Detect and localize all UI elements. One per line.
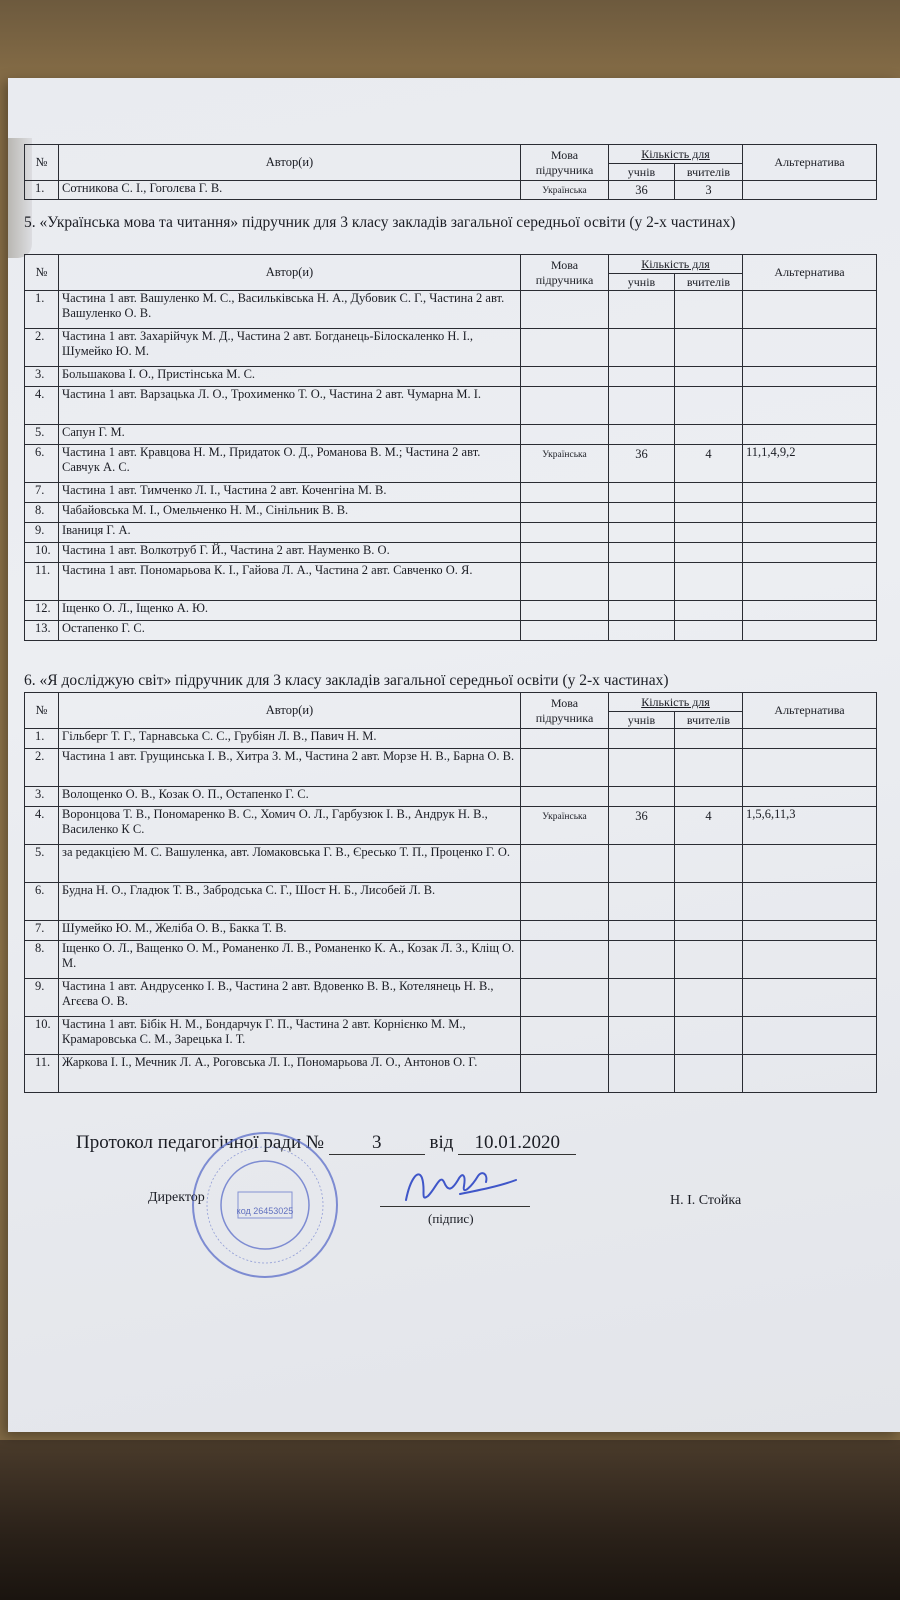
row-num: 12.	[25, 601, 59, 621]
row-students	[609, 979, 675, 1017]
stamp-code: код 26453025	[236, 1206, 294, 1216]
table-row	[25, 425, 877, 445]
row-lang	[521, 979, 609, 1017]
row-lang	[521, 845, 609, 883]
row-teachers: 4	[675, 807, 743, 845]
col-count-header: Кількість для	[609, 255, 743, 274]
col-alt-header: Альтернатива	[743, 145, 877, 181]
row-alt: 1,5,6,11,3	[743, 807, 877, 845]
col-num-header: №	[25, 693, 59, 729]
row-teachers: 3	[675, 181, 743, 200]
row-students	[609, 503, 675, 523]
col-author-header: Автор(и)	[59, 145, 521, 181]
director-label: Директор	[148, 1190, 205, 1205]
row-alt	[743, 367, 877, 387]
row-students	[609, 563, 675, 601]
row-lang	[521, 1055, 609, 1093]
row-num: 7.	[25, 483, 59, 503]
row-author: Сотникова С. І., Гоголєва Г. В.	[59, 181, 521, 200]
row-author: Чабайовська М. І., Омельченко Н. М., Сінільник В. В.	[59, 503, 521, 523]
row-author: Будна Н. О., Гладюк Т. В., Забродська С. Г., Шост Н. Б., Лисобей Л. В.	[59, 883, 521, 921]
table-row	[25, 1017, 877, 1055]
row-lang: Українська	[521, 181, 609, 200]
floor-background	[0, 1440, 900, 1600]
row-alt: 11,1,4,9,2	[743, 445, 877, 483]
row-alt	[743, 729, 877, 749]
row-author: Іщенко О. Л., Ващенко О. М., Романенко Л. В., Романенко К. А., Козак Л. З., Кліщ О. М.	[59, 941, 521, 979]
row-num: 10.	[25, 543, 59, 563]
row-author: Волощенко О. В., Козак О. П., Остапенко Г. С.	[59, 787, 521, 807]
row-students	[609, 425, 675, 445]
table-row	[25, 921, 877, 941]
row-alt	[743, 543, 877, 563]
row-students	[609, 1055, 675, 1093]
row-lang	[521, 291, 609, 329]
table-row	[25, 621, 877, 641]
row-num: 9.	[25, 523, 59, 543]
row-lang: Українська	[521, 445, 609, 483]
col-alt-header: Альтернатива	[743, 693, 877, 729]
col-num-header: №	[25, 255, 59, 291]
row-teachers: 4	[675, 445, 743, 483]
table-row	[25, 845, 877, 883]
signature-caption: (підпис)	[428, 1211, 474, 1226]
row-students	[609, 845, 675, 883]
table-row	[25, 291, 877, 329]
row-alt	[743, 787, 877, 807]
row-lang	[521, 483, 609, 503]
row-author: Частина 1 авт. Тимченко Л. І., Частина 2 авт. Коченгіна М. В.	[59, 483, 521, 503]
section6-title: 6. «Я досліджую світ» підручник для 3 класу закладів загальної середньої освіти (у 2-х частинах)	[24, 672, 669, 689]
row-num: 4.	[25, 807, 59, 845]
row-teachers	[675, 387, 743, 425]
row-alt	[743, 1017, 877, 1055]
row-lang	[521, 523, 609, 543]
row-author: за редакцією М. С. Вашуленка, авт. Ломаковська Г. В., Єресько Т. П., Проценко Г. О.	[59, 845, 521, 883]
row-author: Сапун Г. М.	[59, 425, 521, 445]
row-lang	[521, 563, 609, 601]
row-teachers	[675, 621, 743, 641]
row-author: Іваниця Г. А.	[59, 523, 521, 543]
col-lang-header: Мова підручника	[521, 145, 609, 181]
table-row	[25, 367, 877, 387]
row-students	[609, 1017, 675, 1055]
row-alt	[743, 425, 877, 445]
col-students-header: учнів	[609, 712, 675, 729]
col-alt-header: Альтернатива	[743, 255, 877, 291]
row-alt	[743, 181, 877, 200]
row-teachers	[675, 729, 743, 749]
row-students	[609, 291, 675, 329]
row-author: Остапенко Г. С.	[59, 621, 521, 641]
row-num: 5.	[25, 425, 59, 445]
row-lang: Українська	[521, 807, 609, 845]
section6-table	[24, 692, 877, 1093]
row-num: 4.	[25, 387, 59, 425]
table-row	[25, 749, 877, 787]
table-row	[25, 387, 877, 425]
row-num: 11.	[25, 1055, 59, 1093]
table-row	[25, 787, 877, 807]
row-teachers	[675, 601, 743, 621]
row-author: Частина 1 авт. Бібік Н. М., Бондарчук Г. П., Частина 2 авт. Корнієнко М. М., Крамаровська С. М., Зарецька І. Т.	[59, 1017, 521, 1055]
row-alt	[743, 483, 877, 503]
row-teachers	[675, 845, 743, 883]
col-author-header: Автор(и)	[59, 693, 521, 729]
row-alt	[743, 387, 877, 425]
table-row	[25, 941, 877, 979]
row-lang	[521, 749, 609, 787]
row-students	[609, 787, 675, 807]
row-lang	[521, 425, 609, 445]
row-num: 10.	[25, 1017, 59, 1055]
col-students-header: учнів	[609, 164, 675, 181]
row-teachers	[675, 749, 743, 787]
row-num: 6.	[25, 445, 59, 483]
row-alt	[743, 845, 877, 883]
row-students: 36	[609, 807, 675, 845]
row-author: Частина 1 авт. Грущинська І. В., Хитра З. М., Частина 2 авт. Морзе Н. В., Барна О. В.	[59, 749, 521, 787]
col-num-header: №	[25, 145, 59, 181]
row-author: Большакова І. О., Пристінська М. С.	[59, 367, 521, 387]
row-lang	[521, 367, 609, 387]
row-author: Частина 1 авт. Кравцова Н. М., Придаток О. Д., Романова В. М.; Частина 2 авт. Савчук А. С.	[59, 445, 521, 483]
table-row	[25, 483, 877, 503]
row-num: 1.	[25, 729, 59, 749]
row-students	[609, 329, 675, 367]
row-num: 11.	[25, 563, 59, 601]
row-author: Іщенко О. Л., Іщенко А. Ю.	[59, 601, 521, 621]
row-num: 1.	[25, 291, 59, 329]
row-teachers	[675, 883, 743, 921]
col-teachers-header: вчителів	[675, 164, 743, 181]
row-author: Гільберг Т. Г., Тарнавська С. С., Грубіян Л. В., Павич Н. М.	[59, 729, 521, 749]
row-teachers	[675, 329, 743, 367]
row-lang	[521, 601, 609, 621]
row-teachers	[675, 523, 743, 543]
row-lang	[521, 387, 609, 425]
school-stamp	[190, 1130, 340, 1280]
protocol-number: 3	[329, 1132, 425, 1155]
row-lang	[521, 329, 609, 367]
row-num: 3.	[25, 367, 59, 387]
row-students	[609, 387, 675, 425]
row-students	[609, 543, 675, 563]
section5-title: 5. «Українська мова та читання» підручник для 3 класу закладів загальної середньої освіти (у 2-х частинах)	[24, 214, 736, 231]
row-alt	[743, 601, 877, 621]
row-alt	[743, 921, 877, 941]
row-num: 6.	[25, 883, 59, 921]
row-alt	[743, 291, 877, 329]
row-teachers	[675, 291, 743, 329]
col-teachers-header: вчителів	[675, 712, 743, 729]
row-num: 8.	[25, 503, 59, 523]
table-row	[25, 883, 877, 921]
document-page	[8, 78, 900, 1432]
col-lang-header: Мова підручника	[521, 255, 609, 291]
row-alt	[743, 1055, 877, 1093]
row-author: Частина 1 авт. Варзацька Л. О., Трохименко Т. О., Частина 2 авт. Чумарна М. І.	[59, 387, 521, 425]
table-row	[25, 807, 877, 845]
row-teachers	[675, 483, 743, 503]
table-row	[25, 563, 877, 601]
row-lang	[521, 787, 609, 807]
section5-table	[24, 254, 877, 641]
row-num: 3.	[25, 787, 59, 807]
row-num: 1.	[25, 181, 59, 200]
row-author: Частина 1 авт. Захарійчук М. Д., Частина 2 авт. Богданець-Білоскаленко Н. І., Шумейко Ю. М.	[59, 329, 521, 367]
table-row	[25, 1055, 877, 1093]
col-students-header: учнів	[609, 274, 675, 291]
row-num: 2.	[25, 329, 59, 367]
row-num: 5.	[25, 845, 59, 883]
table-row	[25, 181, 877, 200]
row-author: Частина 1 авт. Вашуленко М. С., Васильківська Н. А., Дубовик С. Г., Частина 2 авт. Вашуленко О. В.	[59, 291, 521, 329]
row-num: 9.	[25, 979, 59, 1017]
table-row	[25, 601, 877, 621]
row-students: 36	[609, 445, 675, 483]
row-students: 36	[609, 181, 675, 200]
table-row	[25, 329, 877, 367]
row-students	[609, 621, 675, 641]
row-students	[609, 921, 675, 941]
row-teachers	[675, 563, 743, 601]
row-teachers	[675, 425, 743, 445]
row-teachers	[675, 979, 743, 1017]
col-teachers-header: вчителів	[675, 274, 743, 291]
row-students	[609, 367, 675, 387]
table-row	[25, 445, 877, 483]
row-lang	[521, 1017, 609, 1055]
table-row	[25, 979, 877, 1017]
row-teachers	[675, 941, 743, 979]
row-alt	[743, 883, 877, 921]
row-students	[609, 883, 675, 921]
row-num: 2.	[25, 749, 59, 787]
row-teachers	[675, 503, 743, 523]
row-lang	[521, 503, 609, 523]
director-name: Н. І. Стойка	[670, 1193, 742, 1208]
row-lang	[521, 921, 609, 941]
row-alt	[743, 523, 877, 543]
col-lang-header: Мова підручника	[521, 693, 609, 729]
col-count-header: Кількість для	[609, 693, 743, 712]
row-lang	[521, 941, 609, 979]
table-row	[25, 523, 877, 543]
handwritten-signature	[400, 1160, 520, 1210]
row-author: Шумейко Ю. М., Желіба О. В., Бакка Т. В.	[59, 921, 521, 941]
top-table	[24, 144, 877, 200]
row-lang	[521, 543, 609, 563]
row-students	[609, 941, 675, 979]
row-author: Воронцова Т. В., Пономаренко В. С., Хомич О. Л., Гарбузюк І. В., Андрук Н. В., Василенко К С.	[59, 807, 521, 845]
row-lang	[521, 729, 609, 749]
row-alt	[743, 749, 877, 787]
row-students	[609, 729, 675, 749]
row-num: 7.	[25, 921, 59, 941]
row-lang	[521, 621, 609, 641]
row-students	[609, 601, 675, 621]
row-alt	[743, 941, 877, 979]
row-teachers	[675, 1055, 743, 1093]
row-alt	[743, 503, 877, 523]
row-teachers	[675, 921, 743, 941]
row-num: 13.	[25, 621, 59, 641]
row-author: Жаркова І. І., Мечник Л. А., Роговська Л. І., Пономарьова Л. О., Антонов О. Г.	[59, 1055, 521, 1093]
protocol-date: 10.01.2020	[458, 1132, 576, 1155]
row-teachers	[675, 787, 743, 807]
row-alt	[743, 979, 877, 1017]
row-author: Частина 1 авт. Волкотруб Г. Й., Частина 2 авт. Науменко В. О.	[59, 543, 521, 563]
col-author-header: Автор(и)	[59, 255, 521, 291]
row-lang	[521, 883, 609, 921]
row-num: 8.	[25, 941, 59, 979]
table-row	[25, 503, 877, 523]
row-students	[609, 483, 675, 503]
row-alt	[743, 621, 877, 641]
row-teachers	[675, 1017, 743, 1055]
row-teachers	[675, 543, 743, 563]
col-count-header: Кількість для	[609, 145, 743, 164]
row-author: Частина 1 авт. Андрусенко І. В., Частина 2 авт. Вдовенко В. В., Котелянець Н. В., Агєєва О. В.	[59, 979, 521, 1017]
signature-line	[380, 1206, 530, 1207]
row-teachers	[675, 367, 743, 387]
row-alt	[743, 563, 877, 601]
row-author: Частина 1 авт. Пономарьова К. І., Гайова Л. А., Частина 2 авт. Савченко О. Я.	[59, 563, 521, 601]
table-row	[25, 729, 877, 749]
row-students	[609, 523, 675, 543]
table-row	[25, 543, 877, 563]
row-students	[609, 749, 675, 787]
protocol-from: від	[429, 1132, 454, 1153]
row-alt	[743, 329, 877, 367]
protocol-label: Протокол педагогічної ради №	[76, 1132, 325, 1153]
